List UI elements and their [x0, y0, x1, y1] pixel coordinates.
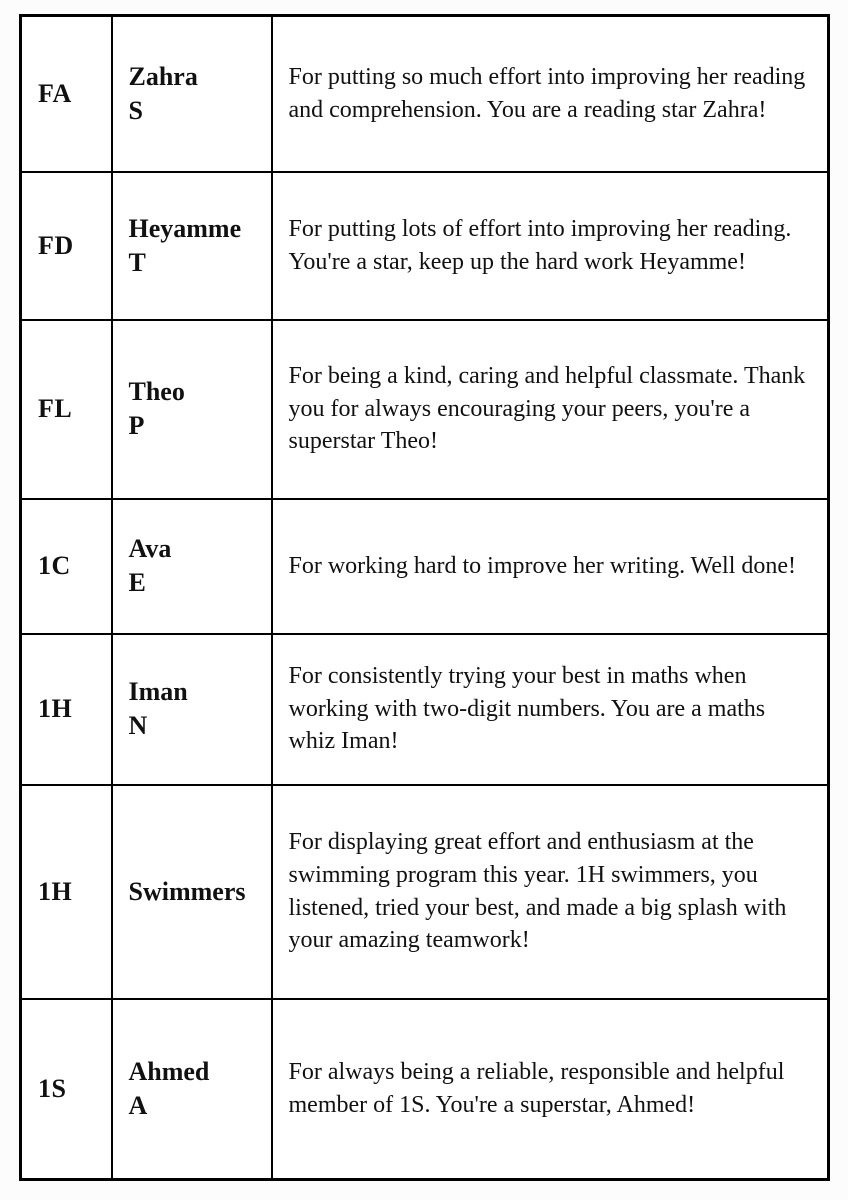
- class-code-cell: [21, 172, 112, 320]
- student-last-initial: E: [128, 568, 146, 597]
- table-row: [21, 785, 829, 999]
- award-reason-cell: [272, 785, 829, 999]
- award-reason: For putting so much effort into improving her reading and comprehension. You are a reading star Zahra!: [288, 64, 806, 123]
- student-last-initial: S: [128, 95, 143, 125]
- table-row: [21, 634, 829, 785]
- award-reason: For consistently trying your best in maths when working with two-digit numbers. You are a maths whiz Iman!: [288, 663, 766, 755]
- award-reason-cell: [272, 320, 829, 499]
- student-last-initial: N: [128, 711, 148, 740]
- student-first-name: Zahra: [128, 61, 198, 91]
- class-code: FD: [38, 230, 74, 260]
- student-name-cell: [112, 172, 272, 320]
- student-first-name: Iman: [128, 677, 188, 707]
- class-code-cell: [21, 785, 112, 999]
- student-first-name: Ahmed: [128, 1056, 210, 1086]
- class-code: 1S: [38, 1073, 67, 1103]
- table-row: [21, 999, 829, 1180]
- table-row: [21, 499, 829, 634]
- award-reason: For working hard to improve her writing. Well done!: [288, 552, 797, 579]
- class-code-cell: [21, 16, 112, 172]
- table-row: [21, 320, 829, 499]
- awards-table-body: [21, 16, 829, 1180]
- class-code-cell: [21, 999, 112, 1180]
- awards-table: [19, 14, 830, 1181]
- award-reason-cell: [272, 999, 829, 1180]
- student-name-cell: [112, 499, 272, 634]
- award-reason: For always being a reliable, responsible and helpful member of 1S. You're a superstar, Ahmed!: [288, 1059, 785, 1118]
- student-name-cell: [112, 999, 272, 1180]
- class-code: 1C: [38, 551, 71, 580]
- class-code: FL: [38, 394, 73, 423]
- student-name-cell: [112, 634, 272, 785]
- student-last-initial: P: [128, 411, 145, 440]
- student-first-name: Heyamme: [128, 213, 242, 243]
- student-first-name: Swimmers: [128, 876, 246, 906]
- class-code: 1H: [38, 876, 73, 906]
- student-last-initial: T: [128, 247, 146, 277]
- class-code: 1H: [38, 694, 73, 723]
- award-reason-cell: [272, 634, 829, 785]
- student-name-cell: [112, 320, 272, 499]
- student-first-name: Theo: [128, 377, 185, 407]
- award-reason: For being a kind, caring and helpful classmate. Thank you for always encouraging your peers, you're a superstar Theo!: [288, 363, 806, 455]
- table-row: [21, 16, 829, 172]
- award-reason-cell: [272, 16, 829, 172]
- student-first-name: Ava: [128, 534, 172, 564]
- class-code-cell: [21, 634, 112, 785]
- class-code-cell: [21, 320, 112, 499]
- class-code: FA: [38, 78, 72, 108]
- student-name-cell: [112, 16, 272, 172]
- student-last-initial: A: [128, 1090, 148, 1120]
- award-reason: For putting lots of effort into improving her reading. You're a star, keep up the hard work Heyamme!: [288, 215, 792, 275]
- award-reason-cell: [272, 172, 829, 320]
- award-reason: For displaying great effort and enthusiasm at the swimming program this year. 1H swimmers, you listened, tried your best, and made a big splash with your amazing teamwork!: [288, 829, 787, 954]
- award-reason-cell: [272, 499, 829, 634]
- student-name-cell: [112, 785, 272, 999]
- table-row: [21, 172, 829, 320]
- class-code-cell: [21, 499, 112, 634]
